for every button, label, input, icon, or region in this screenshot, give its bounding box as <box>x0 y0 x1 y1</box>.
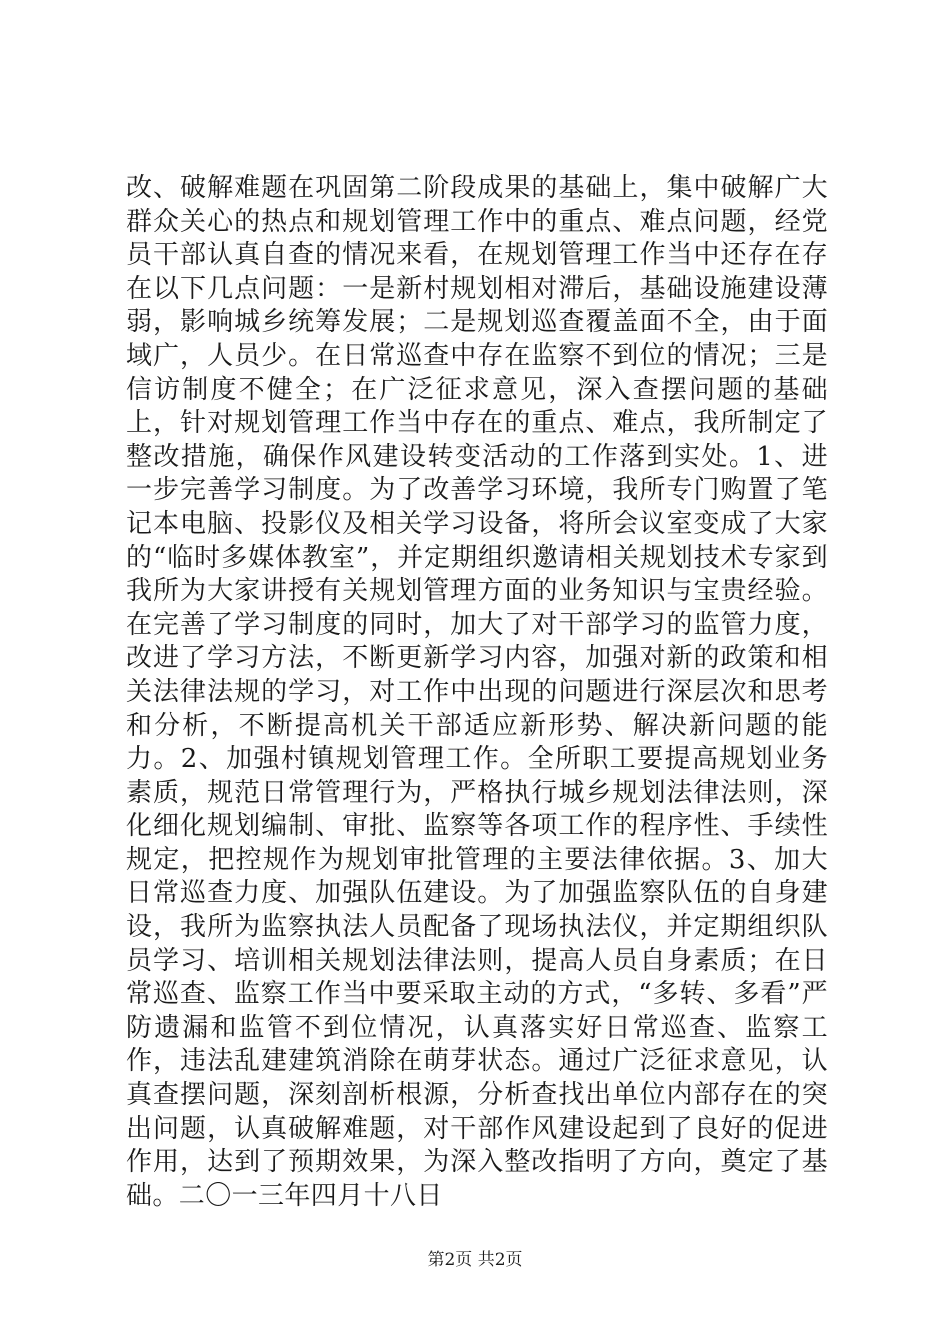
page-number-footer: 第2页 共2页 <box>427 1250 523 1270</box>
body-paragraph: 改、破解难题在巩固第二阶段成果的基础上，集中破解广大群众关心的热点和规划管理工作中的重点、难点问题，经党员干部认真自查的情况来看，在规划管理工作当中还存在存在以下几点问题：一是新村规划相对滞后，基础设施建设薄弱，影响城乡统筹发展；二是规划巡查覆盖面不全，由于面域广，人员少。在日常巡查中存在监察不到位的情况；三是信访制度不健全；在广泛征求意见，深入查摆问题的基础上，针对规划管理工作当中存在的重点、难点，我所制定了整改措施，确保作风建设转变活动的工作落到实处。1、进一步完善学习制度。为了改善学习环境，我所专门购置了笔记本电脑、投影仪及相关学习设备，将所会议室变成了大家的“临时多媒体教室”，并定期组织邀请相关规划技术专家到我所为大家讲授有关规划管理方面的业务知识与宝贵经验。在完善了学习制度的同时，加大了对干部学习的监管力度，改进了学习方法，不断更新学习内容，加强对新的政策和相关法律法规的学习，对工作中出现的问题进行深层次和思考和分析，不断提高机关干部适应新形势、解决新问题的能力。2、加强村镇规划管理工作。全所职工要提高规划业务素质，规范日常管理行为，严格执行城乡规划法律法则，深化细化规划编制、审批、监察等各项工作的程序性、手续性规定，把控规作为规划审批管理的主要法律依据。3、加大日常巡查力度、加强队伍建设。为了加强监察队伍的自身建设，我所为监察执法人员配备了现场执法仪，并定期组织队员学习、培训相关规划法律法则，提高人员自身素质；在日常巡查、监察工作当中要采取主动的方式，“多转、多看”严防遗漏和监管不到位情况，认真落实好日常巡查、监察工作，违法乱建建筑消除在萌芽状态。通过广泛征求意见，认真查摆问题，深刻剖析根源，分析查找出单位内部存在的突出问题，认真破解难题，对干部作风建设起到了良好的促进作用，达到了预期效果，为深入整改指明了方向，奠定了基础。二〇一三年四月十八日 <box>126 173 828 1211</box>
